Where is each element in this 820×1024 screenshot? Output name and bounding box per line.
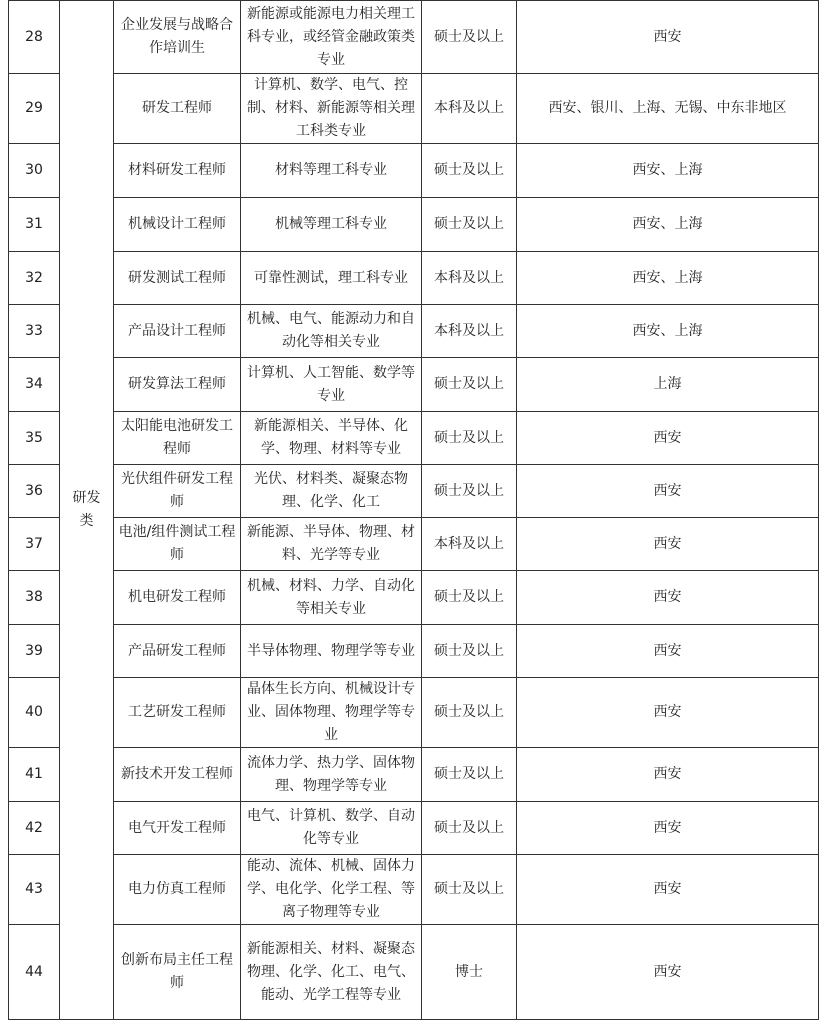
position-cell: 材料研发工程师 bbox=[114, 144, 241, 198]
table-row bbox=[9, 412, 819, 465]
location-cell: 西安 bbox=[517, 925, 819, 1020]
table-row bbox=[9, 144, 819, 198]
major-cell: 光伏、材料类、凝聚态物理、化学、化工 bbox=[241, 465, 422, 518]
row-number-cell: 36 bbox=[9, 465, 60, 518]
location-cell: 西安 bbox=[517, 465, 819, 518]
major-cell: 电气、计算机、数学、自动化等专业 bbox=[241, 802, 422, 855]
location-cell: 西安 bbox=[517, 625, 819, 678]
degree-cell: 硕士及以上 bbox=[422, 748, 517, 802]
major-cell: 计算机、数学、电气、控制、材料、新能源等相关理工科类专业 bbox=[241, 74, 422, 144]
row-number-cell: 39 bbox=[9, 625, 60, 678]
recruitment-table bbox=[8, 0, 819, 1020]
location-cell: 西安 bbox=[517, 748, 819, 802]
major-cell: 新能源相关、半导体、化学、物理、材料等专业 bbox=[241, 412, 422, 465]
table-row bbox=[9, 1, 819, 74]
table-row bbox=[9, 855, 819, 925]
degree-cell: 硕士及以上 bbox=[422, 571, 517, 625]
position-cell: 研发工程师 bbox=[114, 74, 241, 144]
location-cell: 上海 bbox=[517, 358, 819, 412]
position-cell: 企业发展与战略合作培训生 bbox=[114, 1, 241, 74]
row-number-cell: 44 bbox=[9, 925, 60, 1020]
location-cell: 西安 bbox=[517, 678, 819, 748]
location-cell: 西安、上海 bbox=[517, 252, 819, 305]
location-cell: 西安 bbox=[517, 571, 819, 625]
degree-cell: 硕士及以上 bbox=[422, 358, 517, 412]
table-row bbox=[9, 198, 819, 252]
row-number-cell: 30 bbox=[9, 144, 60, 198]
table-row bbox=[9, 252, 819, 305]
location-cell: 西安、上海 bbox=[517, 198, 819, 252]
degree-cell: 硕士及以上 bbox=[422, 1, 517, 74]
row-number-cell: 42 bbox=[9, 802, 60, 855]
table-row bbox=[9, 571, 819, 625]
position-cell: 研发测试工程师 bbox=[114, 252, 241, 305]
major-cell: 流体力学、热力学、固体物理、物理学等专业 bbox=[241, 748, 422, 802]
table-row bbox=[9, 74, 819, 144]
degree-cell: 硕士及以上 bbox=[422, 802, 517, 855]
major-cell: 可靠性测试，理工科专业 bbox=[241, 252, 422, 305]
position-cell: 机械设计工程师 bbox=[114, 198, 241, 252]
table-row bbox=[9, 678, 819, 748]
position-cell: 电气开发工程师 bbox=[114, 802, 241, 855]
location-cell: 西安 bbox=[517, 1, 819, 74]
recruitment-table-sheet bbox=[8, 0, 819, 1020]
row-number-cell: 37 bbox=[9, 518, 60, 571]
degree-cell: 硕士及以上 bbox=[422, 855, 517, 925]
degree-cell: 本科及以上 bbox=[422, 74, 517, 144]
degree-cell: 本科及以上 bbox=[422, 252, 517, 305]
row-number-cell: 33 bbox=[9, 305, 60, 358]
position-cell: 新技术开发工程师 bbox=[114, 748, 241, 802]
row-number-cell: 29 bbox=[9, 74, 60, 144]
major-cell: 机械、材料、力学、自动化等相关专业 bbox=[241, 571, 422, 625]
position-cell: 研发算法工程师 bbox=[114, 358, 241, 412]
row-number-cell: 34 bbox=[9, 358, 60, 412]
position-cell: 电力仿真工程师 bbox=[114, 855, 241, 925]
row-number-cell: 43 bbox=[9, 855, 60, 925]
major-cell: 机械等理工科专业 bbox=[241, 198, 422, 252]
location-cell: 西安 bbox=[517, 518, 819, 571]
position-cell: 创新布局主任工程师 bbox=[114, 925, 241, 1020]
table-row bbox=[9, 925, 819, 1020]
location-cell: 西安 bbox=[517, 802, 819, 855]
degree-cell: 硕士及以上 bbox=[422, 625, 517, 678]
major-cell: 新能源、半导体、物理、材料、光学等专业 bbox=[241, 518, 422, 571]
major-cell: 半导体物理、物理学等专业 bbox=[241, 625, 422, 678]
row-number-cell: 41 bbox=[9, 748, 60, 802]
degree-cell: 硕士及以上 bbox=[422, 678, 517, 748]
table-row bbox=[9, 305, 819, 358]
degree-cell: 博士 bbox=[422, 925, 517, 1020]
location-cell: 西安、上海 bbox=[517, 305, 819, 358]
table-row bbox=[9, 625, 819, 678]
degree-cell: 硕士及以上 bbox=[422, 412, 517, 465]
row-number-cell: 31 bbox=[9, 198, 60, 252]
degree-cell: 硕士及以上 bbox=[422, 198, 517, 252]
major-cell: 晶体生长方向、机械设计专业、固体物理、物理学等专业 bbox=[241, 678, 422, 748]
position-cell: 机电研发工程师 bbox=[114, 571, 241, 625]
major-cell: 新能源相关、材料、凝聚态物理、化学、化工、电气、能动、光学工程等专业 bbox=[241, 925, 422, 1020]
position-cell: 光伏组件研发工程师 bbox=[114, 465, 241, 518]
major-cell: 材料等理工科专业 bbox=[241, 144, 422, 198]
position-cell: 太阳能电池研发工程师 bbox=[114, 412, 241, 465]
category-cell: 研发类 bbox=[60, 1, 114, 1020]
position-cell: 电池/组件测试工程师 bbox=[114, 518, 241, 571]
degree-cell: 硕士及以上 bbox=[422, 144, 517, 198]
major-cell: 能动、流体、机械、固体力学、电化学、化学工程、等离子物理等专业 bbox=[241, 855, 422, 925]
table-row bbox=[9, 518, 819, 571]
major-cell: 机械、电气、能源动力和自动化等相关专业 bbox=[241, 305, 422, 358]
major-cell: 新能源或能源电力相关理工科专业，或经管金融政策类专业 bbox=[241, 1, 422, 74]
position-cell: 工艺研发工程师 bbox=[114, 678, 241, 748]
location-cell: 西安、上海 bbox=[517, 144, 819, 198]
table-row bbox=[9, 748, 819, 802]
table-row bbox=[9, 802, 819, 855]
row-number-cell: 35 bbox=[9, 412, 60, 465]
table-row bbox=[9, 358, 819, 412]
location-cell: 西安 bbox=[517, 412, 819, 465]
row-number-cell: 40 bbox=[9, 678, 60, 748]
position-cell: 产品设计工程师 bbox=[114, 305, 241, 358]
row-number-cell: 32 bbox=[9, 252, 60, 305]
table-row bbox=[9, 465, 819, 518]
location-cell: 西安、银川、上海、无锡、中东非地区 bbox=[517, 74, 819, 144]
position-cell: 产品研发工程师 bbox=[114, 625, 241, 678]
major-cell: 计算机、人工智能、数学等专业 bbox=[241, 358, 422, 412]
location-cell: 西安 bbox=[517, 855, 819, 925]
degree-cell: 本科及以上 bbox=[422, 305, 517, 358]
row-number-cell: 28 bbox=[9, 1, 60, 74]
recruitment-table-body bbox=[9, 1, 819, 1020]
degree-cell: 硕士及以上 bbox=[422, 465, 517, 518]
degree-cell: 本科及以上 bbox=[422, 518, 517, 571]
row-number-cell: 38 bbox=[9, 571, 60, 625]
